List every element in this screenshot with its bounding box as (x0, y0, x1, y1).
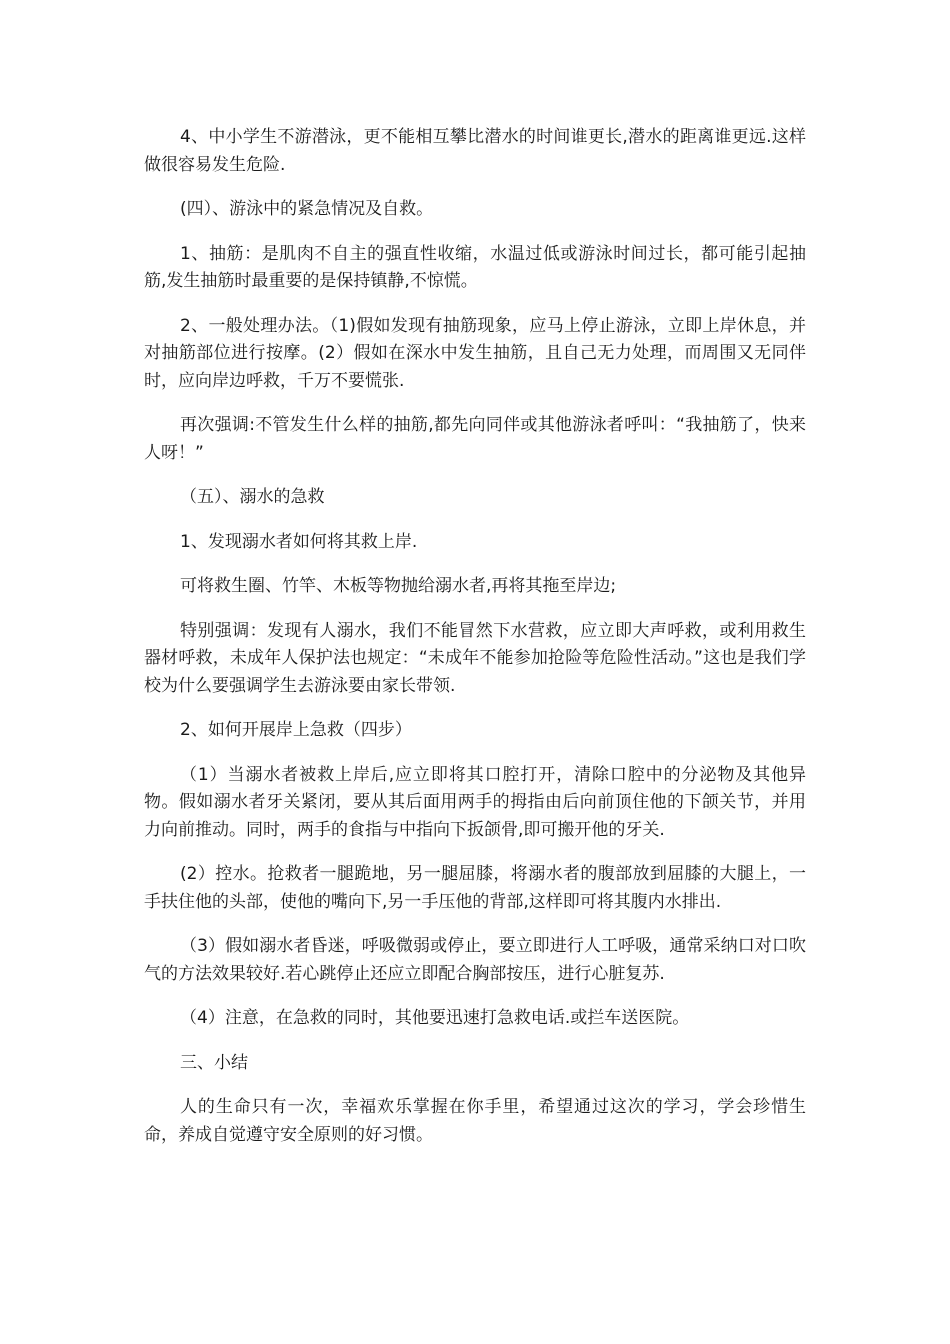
paragraph-rescue-ashore: 1、发现溺水者如何将其救上岸. (180, 531, 418, 552)
paragraph-cramp-handling: 2、一般处理办法。（1)假如发现有抽筋现象，应马上停止游泳，立即上岸休息，并对抽筋部位进行按摩。(2）假如在深水中发生抽筋，且自己无力处理，而周围又无同伴时，应向岸边呼救，千万不要慌张. (144, 315, 806, 391)
paragraph-step-4: （4）注意，在急救的同时，其他要迅速打急救电话.或拦车送医院。 (180, 1008, 690, 1028)
paragraph-item-4-no-dive: 4、中小学生不游潜泳，更不能相互攀比潜水的时间谁更长,潜水的距离谁更远.这样做很容易发生危险. (144, 127, 806, 175)
section-heading-summary: 三、小结 (180, 1052, 248, 1073)
paragraph-step-2: (2）控水。抢救者一腿跪地，另一腿屈膝，将溺水者的腹部放到屈膝的大腿上，一手扶住他的头部，使他的嘴向下,另一手压他的背部,这样即可将其腹内水排出. (144, 864, 806, 912)
paragraph-cramp-emphasis: 再次强调:不管发生什么样的抽筋,都先向同伴或其他游泳者呼叫：“我抽筋了，快来人呀！” (144, 415, 806, 463)
paragraph-summary: 人的生命只有一次，幸福欢乐掌握在你手里，希望通过这次的学习，学会珍惜生命，养成自觉遵守安全原则的好习惯。 (144, 1097, 806, 1145)
paragraph-special-emphasis: 特别强调：发现有人溺水，我们不能冒然下水营救，应立即大声呼救，或利用救生器材呼救，未成年人保护法也规定：“未成年不能参加抢险等危险性活动。”这也是我们学校为什么要强调学生去游泳要由家长带领. (144, 620, 806, 696)
section-heading-emergency: (四）、游泳中的紧急情况及自救。 (180, 199, 434, 219)
paragraph-step-3: （3）假如溺水者昏迷，呼吸微弱或停止，要立即进行人工呼吸，通常采纳口对口吹气的方法效果较好.若心跳停止还应立即配合胸部按压，进行心脏复苏. (144, 936, 806, 984)
paragraph-rescue-tools: 可将救生圈、竹竿、木板等物抛给溺水者,再将其拖至岸边; (180, 576, 617, 596)
paragraph-onshore-aid-heading: 2、如何开展岸上急救（四步） (180, 720, 412, 740)
paragraph-step-1: （1）当溺水者被救上岸后,应立即将其口腔打开，清除口腔中的分泌物及其他异物。假如溺水者牙关紧闭，要从其后面用两手的拇指由后向前顶住他的下颌关节，并用力向前推动。同时，两手的食指与中指向下扳颌骨,即可搬开他的牙关. (144, 764, 806, 840)
document-body (144, 124, 806, 1166)
section-heading-drowning-aid: （五）、溺水的急救 (180, 487, 325, 507)
paragraph-cramp-definition: 1、抽筋：是肌肉不自主的强直性收缩，水温过低或游泳时间过长，都可能引起抽筋,发生抽筋时最重要的是保持镇静,不惊慌。 (144, 243, 806, 291)
